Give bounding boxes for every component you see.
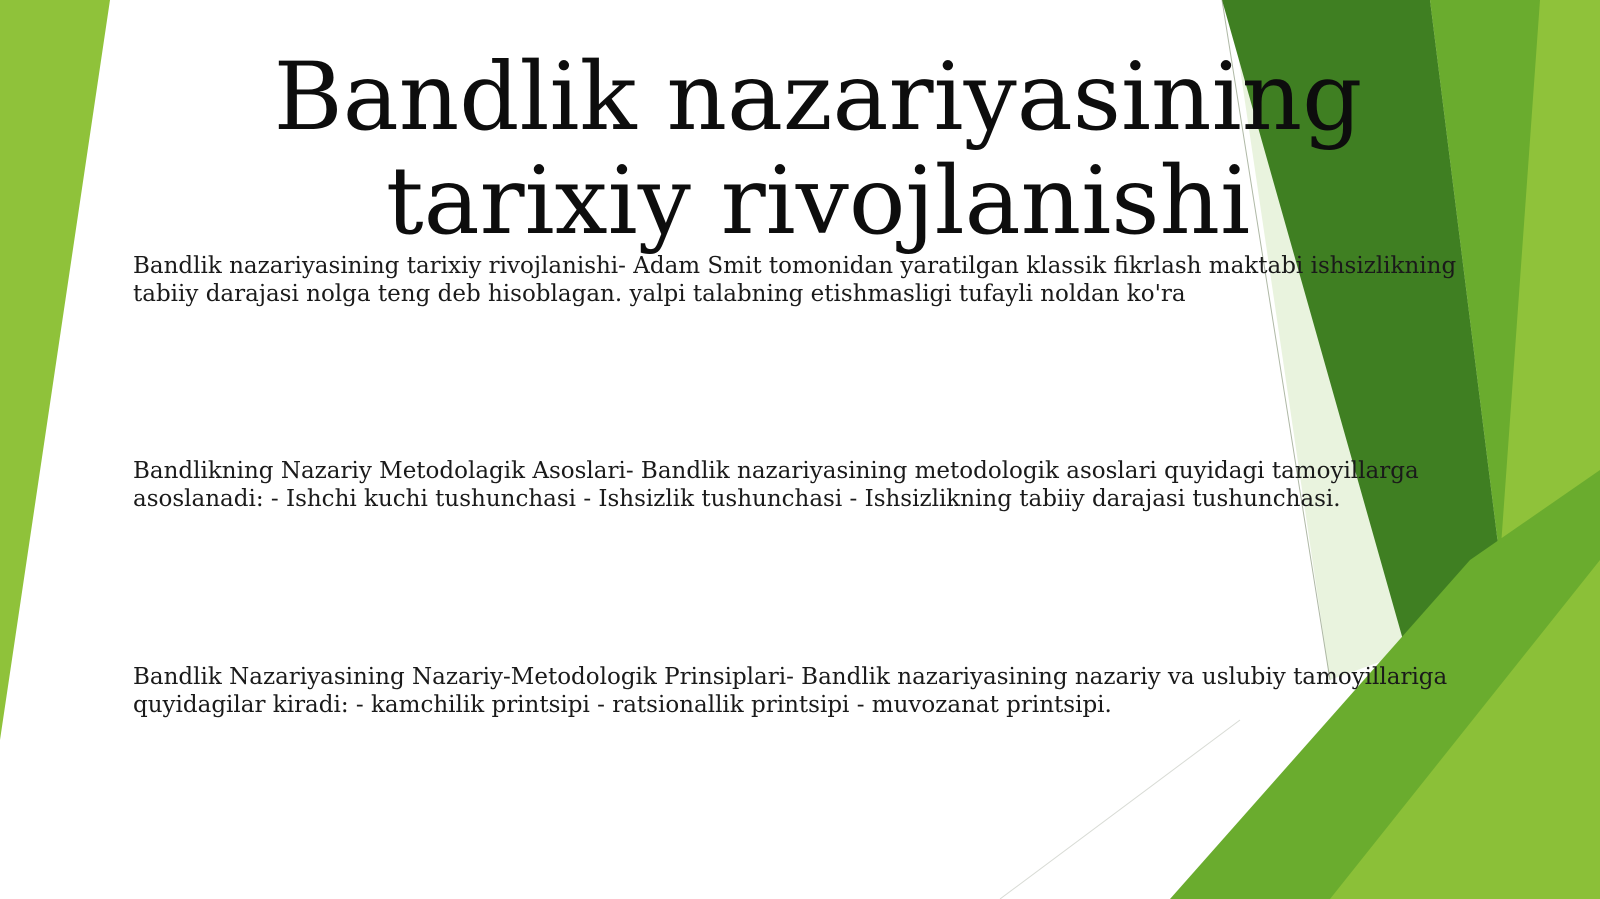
slide-title: Bandlik nazariyasining tarixiy rivojlanishi: [273, 43, 1363, 256]
paragraph-theoretical-principles: Bandlik Nazariyasining Nazariy-Metodologik Prinsiplari- Bandlik nazariyasining nazariy va uslubiy tamoyillariga quyidagilar kiradi: - kamchilik printsipi - ratsionallik printsipi - muvozanat printsipi.: [133, 664, 1448, 718]
paragraph-historical-development: Bandlik nazariyasining tarixiy rivojlanishi- Adam Smit tomonidan yaratilgan klassik fikrlash maktabi ishsizlikning tabiiy darajasi nolga teng deb hisoblagan. yalpi talabning etishmasligi tufayli noldan ko'ra: [133, 253, 1457, 307]
left-green-band: [0, 0, 110, 740]
paragraph-methodological-basis: Bandlikning Nazariy Metodolagik Asoslari- Bandlik nazariyasining metodologik asoslari quyidagi tamoyillarga asoslanadi: - Ishchi kuchi tushunchasi - Ishsizlik tushunchasi - Ishsizlikning tabiiy darajasi tushunchasi.: [133, 458, 1419, 512]
